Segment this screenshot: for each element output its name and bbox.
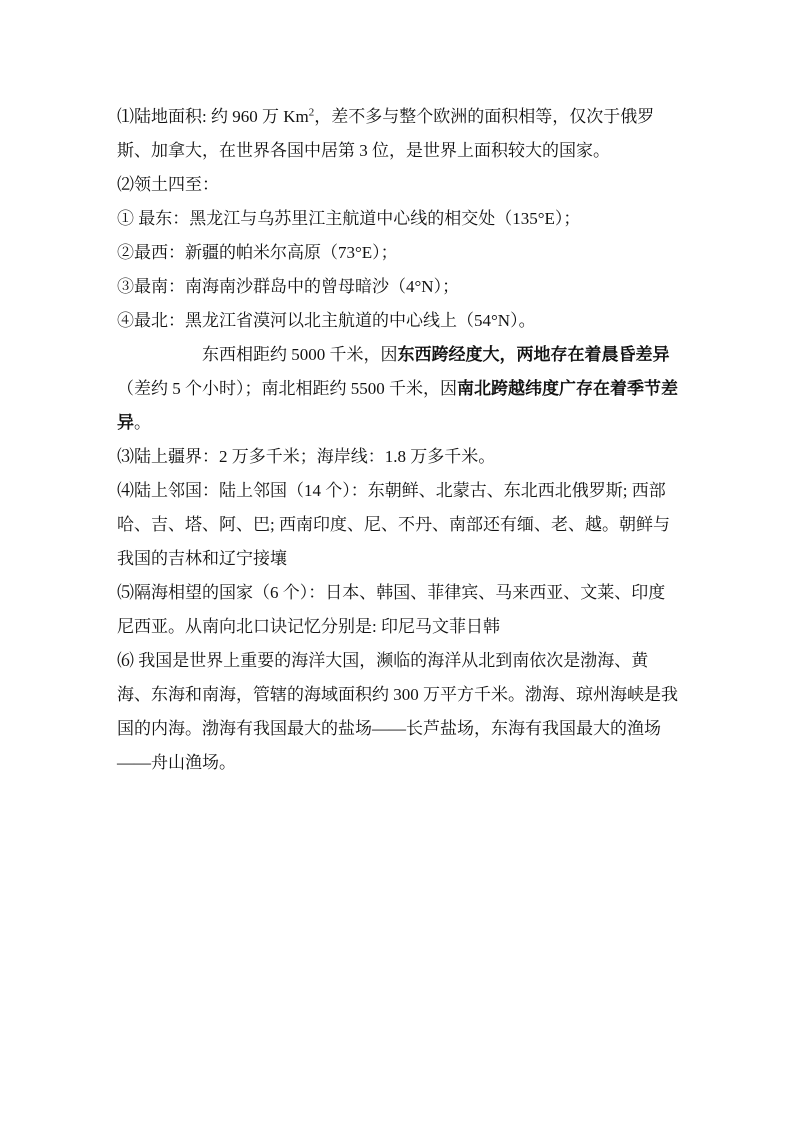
paragraph-land-neighbors: ⑷陆上邻国：陆上邻国（14 个）：东朝鲜、北蒙古、东北西北俄罗斯; 西部哈、吉、塔、阿、巴; 西南印度、尼、不丹、南部还有缅、老、越。朝鲜与我国的吉林和辽宁接壤 bbox=[117, 481, 670, 568]
distance-north-south: （差约 5 个小时）；南北相距约 5500 千米，因 bbox=[117, 379, 457, 398]
paragraph-southernmost: ③最南：南海南沙群岛中的曾母暗沙（4°N）； bbox=[117, 277, 460, 296]
superscript-two: 2 bbox=[308, 106, 315, 119]
distance-season-difference-bold: 南北跨越纬度广存在着季节差异 bbox=[117, 379, 678, 432]
land-area-text: ⑴陆地面积: 约 960 万 Km bbox=[117, 107, 309, 126]
land-area-text-continued: ，差不多与整个欧洲的面积相等，仅次于俄罗斯、加拿大，在世界各国中居第 3 位，是世界上面积较大的国家。 bbox=[117, 107, 655, 160]
paragraph-land-area bbox=[117, 100, 679, 168]
distance-period: 。 bbox=[134, 413, 151, 432]
document-body bbox=[117, 100, 679, 780]
paragraph-sea-neighbors: ⑸隔海相望的国家（6 个）：日本、韩国、菲律宾、马来西亚、文莱、印度尼西亚。从南向北口诀记忆分别是: 印尼马文菲日韩 bbox=[117, 583, 666, 636]
paragraph-easternmost: ① 最东：黑龙江与乌苏里江主航道中心线的相交处（135°E）； bbox=[117, 209, 581, 228]
paragraph-territory-extremes-heading: ⑵领土四至： bbox=[117, 175, 219, 194]
paragraph-distances bbox=[117, 338, 679, 440]
distance-time-difference-bold: 东西跨经度大，两地存在着晨昏差异 bbox=[397, 345, 670, 364]
paragraph-westernmost: ②最西：新疆的帕米尔高原（73°E）； bbox=[117, 243, 398, 262]
paragraph-northernmost: ④最北：黑龙江省漠河以北主航道的中心线上（54°N）。 bbox=[117, 311, 536, 330]
paragraph-seas: ⑹ 我国是世界上重要的海洋大国，濒临的海洋从北到南依次是渤海、黄海、东海和南海，管辖的海域面积约 300 万平方千米。渤海、琼州海峡是我国的内海。渤海有我国最大的盐场——长芦盐场，东海有我国最大的渔场——舟山渔场。 bbox=[117, 651, 678, 772]
distance-east-west: 东西相距约 5000 千米，因 bbox=[202, 345, 398, 364]
paragraph-borders: ⑶陆上疆界：2 万多千米；海岸线：1.8 万多千米。 bbox=[117, 447, 496, 466]
